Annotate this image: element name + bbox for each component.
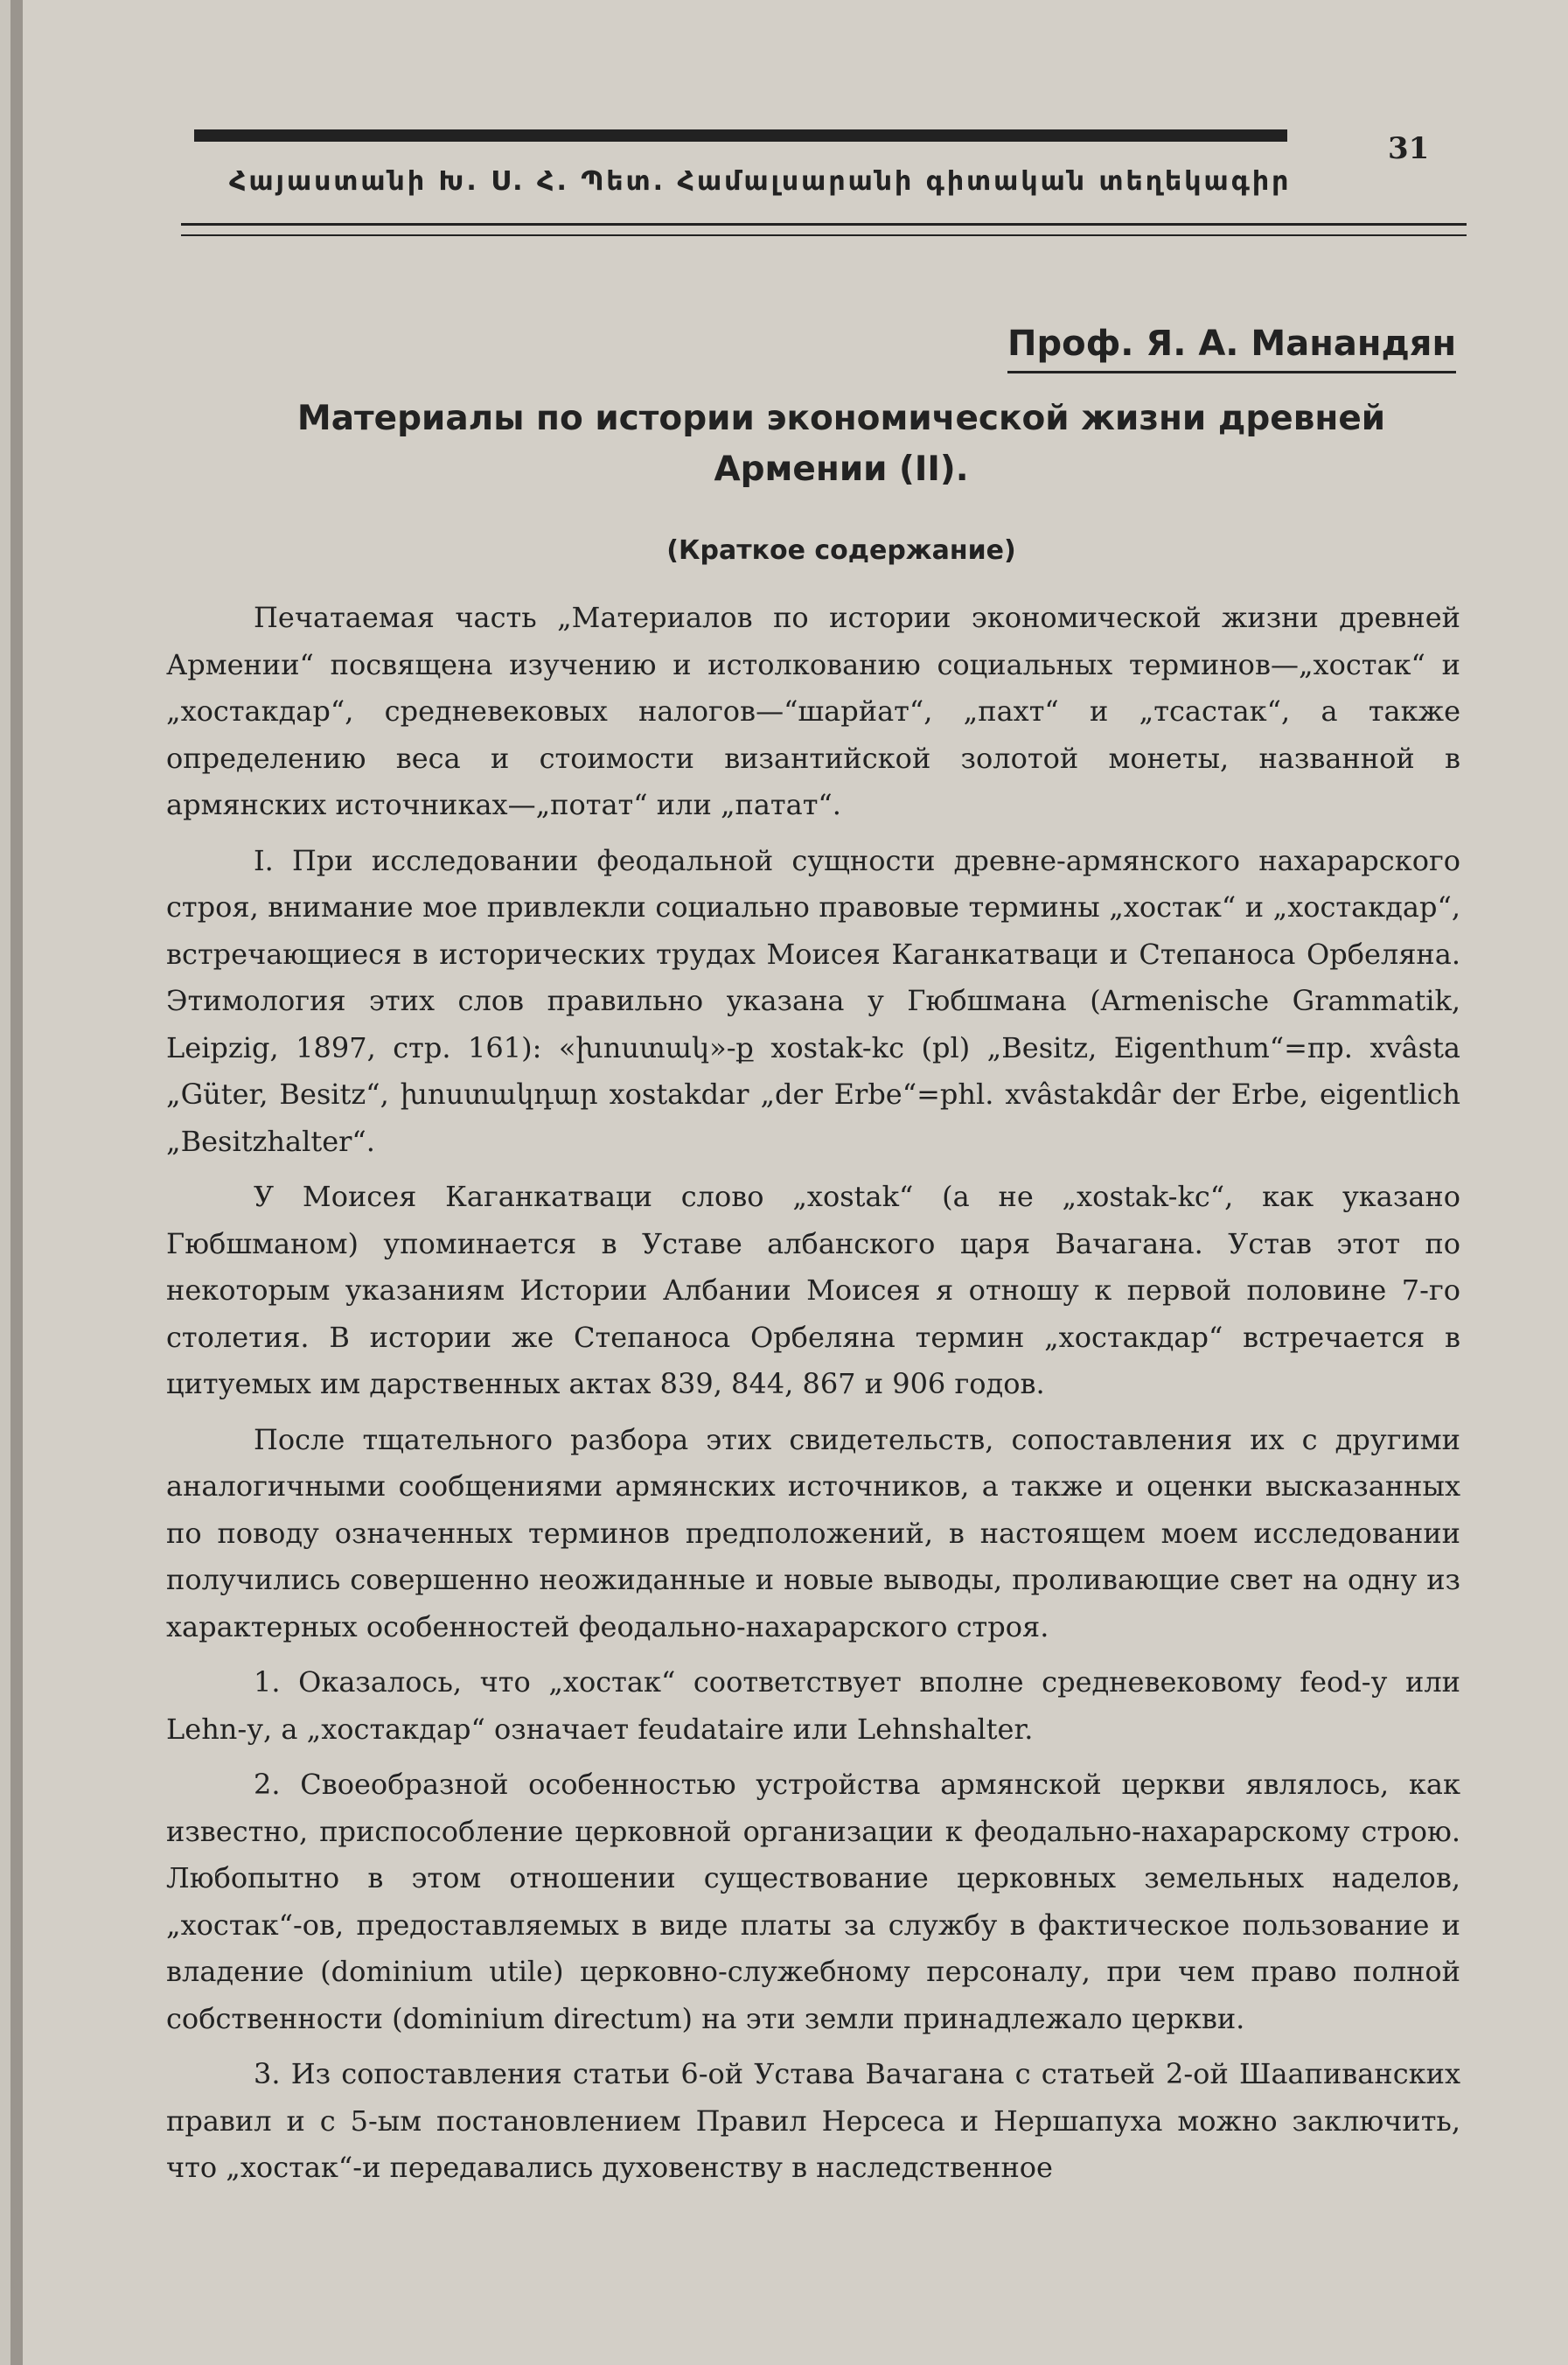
paragraph: У Моисея Каганкатваци слово „xostak“ (а не „xostak-kc“, как указано Гюбшманом) упоминается в Уставе албанского царя Вачагана. Устав этот по некоторым указаниям Истории Албании Моисея я отношу к первой половине 7-го столетия. В истории же Степаноса Орбеляна термин „хостакдар“ встречается в цитуемых им дарственных актах 839, 844, 867 и 906 годов.	[166, 1180, 1460, 1400]
header-rule	[194, 129, 1287, 142]
page-number: 31	[1388, 131, 1430, 166]
paragraph: 2. Своеобразной особенностью устройства армянской церкви являлось, как известно, приспособление церковной организации к феодально-нахарарскому строю. Любопытно в этом отношении существование церковных земельных наделов, „хостак“-ов, предоставляемых в виде платы за службу в фактическое пользование и владение (dominium utile) церковно-служебному персоналу, при чем право полной собственности (dominium directum) на эти земли принадлежало церкви.	[166, 1768, 1460, 2035]
paragraph: I. При исследовании феодальной сущности древне-армянского нахарарского строя, внимание мое привлекли социально правовые термины „хостак“ и „хостакдар“, встречающиеся в исторических трудах Моисея Каганкатваци и Степаноса Орбеляна. Этимология этих слов правильно указана у Гюбшмана (Armenische Grammatik, Leipzig, 1897, стр. 161): «խոստակ»-ք xostak-kc (pl) „Besitz, Eigenthum“=пр. xvâsta „Güter, Besitz“, խոստակդար xostakdar „der Erbe“=phl. xvâstakdâr der Erbe, eigentlich „Besitzhalter“.	[166, 843, 1460, 1158]
paragraph: 3. Из сопоставления статьи 6-ой Устава Вачагана с статьей 2-ой Шаапиванских правил и с 5-ым постановлением Правил Нерсеса и Нершапуха можно заключить, что „хостак“-и передавались духовенству в наследственное	[166, 2057, 1460, 2184]
author: Проф. Я. А. Манандян	[1007, 324, 1456, 373]
running-head: Հայաստանի Խ. Ս. Հ. Պետ. Համալսարանի գիտական տեղեկագիր	[229, 166, 1292, 197]
title-line-2: Армении (II).	[714, 450, 969, 489]
body-text	[166, 595, 1460, 2192]
article-title	[229, 394, 1453, 495]
paragraph: 1. Оказалось, что „хостак“ соответствует вполне средневековому feod-у или Lehn-у, а „хостакдар“ означает feudataire или Lehnshalter.	[166, 1665, 1460, 1746]
article-subtitle: (Краткое содержание)	[666, 535, 1016, 566]
header-double-rule	[181, 223, 1467, 236]
paragraph: Печатаемая часть „Материалов по истории экономической жизни древней Армении“ посвящена изучению и истолкованию социальных терминов—„хостак“ и „хостакдар“, средневековых налогов—“шарйат“, „пахт“ и „тcастак“, а также определению веса и стоимости византийской золотой монеты, названной в армянских источниках—„потат“ или „патат“.	[166, 601, 1460, 821]
title-line-1: Материалы по истории экономической жизни древней	[296, 399, 1386, 438]
binding-gutter	[10, 0, 23, 2365]
paragraph: После тщательного разбора этих свидетельств, сопоставления их с другими аналогичными сообщениями армянских источников, а также и оценки высказанных по поводу означенных терминов предположений, в настоящем моем исследовании получились совершенно неожиданные и новые выводы, проливающие свет на одну из характерных особенностей феодально-нахарарского строя.	[166, 1422, 1460, 1643]
page	[10, 0, 1568, 2365]
